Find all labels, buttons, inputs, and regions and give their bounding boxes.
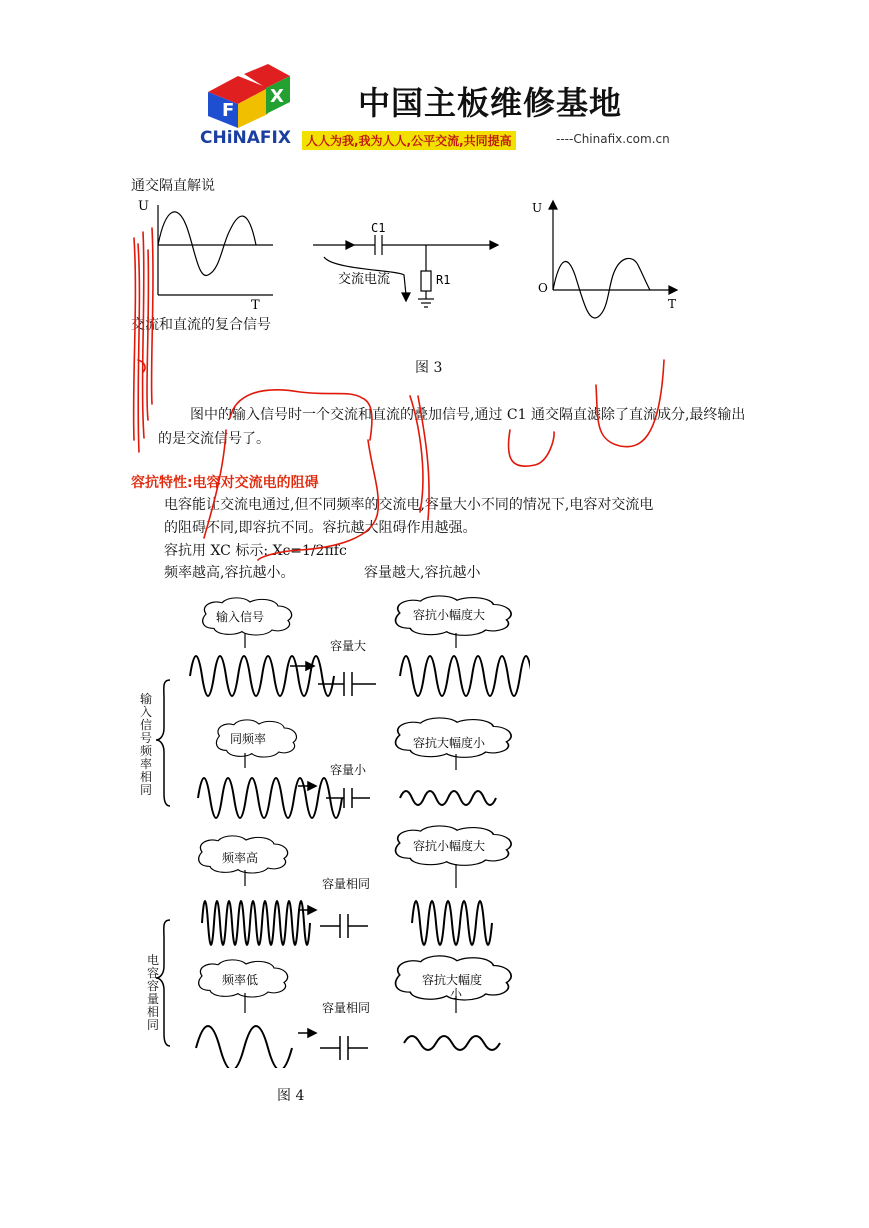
cap4-label: 容量相同 — [322, 1001, 371, 1015]
body-line-2: 的阻碍不同,即容抗不同。容抗越大阻碍作用越强。 — [164, 520, 477, 536]
cap3-label: 容量相同 — [322, 877, 371, 891]
right-axis-o: O — [538, 281, 548, 295]
banner-slogan: 人人为我,我为人人,公平交流,共同提高 — [302, 131, 516, 150]
wave-4-out — [404, 1036, 500, 1050]
brace-2-label: 电容容量相同 — [147, 953, 160, 1032]
body-line-4a: 频率越高,容抗越小。 — [164, 565, 295, 581]
right-axis-u: U — [532, 201, 543, 215]
svg-text:X: X — [270, 86, 284, 107]
figure-4-label: 图 4 — [277, 1088, 305, 1104]
cloud-out1-text: 容抗小幅度大 — [413, 608, 486, 622]
current-label: 交流电流 — [338, 272, 391, 287]
figure-4 — [130, 588, 530, 1068]
chinafix-logo-icon — [198, 62, 298, 132]
wave-2-in — [198, 778, 342, 818]
input-signal-graph — [158, 205, 273, 295]
body-line-1: 电容能让交流电通过,但不同频率的交流电,容量大小不同的情况下,电容对交流电 — [164, 497, 654, 513]
output-signal-graph — [549, 201, 677, 318]
resistor-label: R1 — [436, 273, 451, 287]
banner-title: 中国主板维修基地 — [358, 84, 623, 122]
left-axis-u: U — [138, 199, 149, 214]
left-axis-t: T — [251, 298, 260, 313]
cloud-out2-text: 容抗大幅度小 — [413, 736, 486, 750]
banner-site: ----Chinafix.com.cn — [556, 132, 670, 146]
cloud-high-text: 频率高 — [222, 851, 259, 865]
cloud-same-freq-text: 同频率 — [230, 732, 267, 746]
body-line-4b: 容量越大,容抗越小 — [364, 565, 481, 581]
wave-2-out — [400, 791, 496, 805]
brace-1-label: 输入信号频率相同 — [140, 692, 153, 797]
cloud-out4-text-2: 小 — [450, 987, 463, 1001]
wave-4-in — [196, 1026, 292, 1068]
paragraph-explanation: 图中的输入信号时一个交流和直流的叠加信号,通过 C1 通交隔直滤除了直流成分,最终输出的是交流信号了。 — [158, 407, 746, 447]
section-heading: 容抗特性:电容对交流电的阻碍 — [131, 475, 319, 491]
section-title: 通交隔直解说 — [131, 178, 215, 194]
wave-1-in — [190, 656, 334, 696]
cloud-input-text: 输入信号 — [216, 610, 265, 624]
circuit-diagram — [313, 235, 498, 307]
wave-3-in — [202, 901, 310, 945]
figure-3-label: 图 3 — [415, 360, 443, 376]
cap1-label: 容量大 — [330, 639, 367, 653]
brace-1 — [156, 680, 170, 806]
wave-1-out — [400, 656, 530, 696]
cloud-low-text: 频率低 — [222, 973, 259, 987]
cap2-label: 容量小 — [330, 763, 367, 777]
capacitor-label: C1 — [371, 221, 386, 235]
cloud-out4-text-1: 容抗大幅度 — [422, 973, 483, 987]
svg-text:F: F — [222, 100, 235, 121]
formula-line: 容抗用 XC 标示: Xc=1/2πfc — [164, 543, 347, 559]
right-axis-t: T — [668, 297, 677, 311]
cloud-out3-text: 容抗小幅度大 — [413, 839, 486, 853]
wave-3-out — [412, 901, 492, 945]
banner-logo-text: CHiNAFIX — [200, 128, 291, 148]
left-graph-caption: 交流和直流的复合信号 — [131, 317, 271, 333]
